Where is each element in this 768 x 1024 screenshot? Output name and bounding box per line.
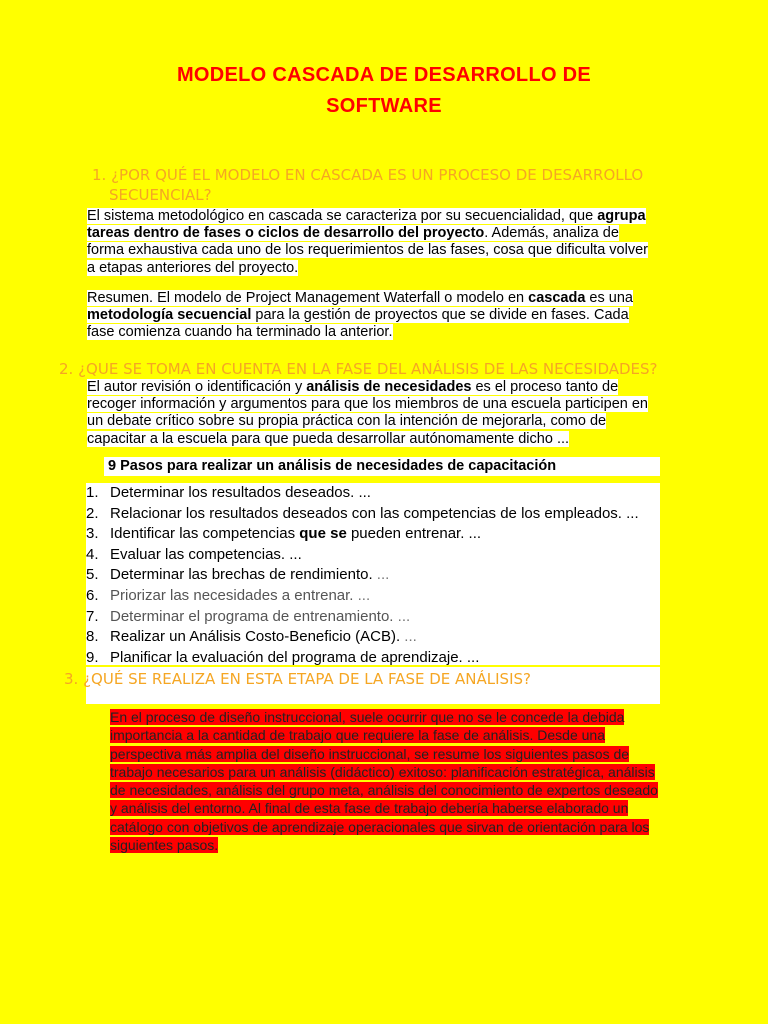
step-text: Determinar las brechas de rendimiento. [110, 566, 373, 584]
step-text: pueden entrenar. ... [346, 525, 482, 543]
question-1-line-1: 1. ¿POR QUÉ EL MODELO EN CASCADA ES UN PROCESO DE DESARROLLO [92, 166, 644, 184]
paragraph-1 [87, 208, 657, 277]
p4-text: En el proceso de diseño instruccional, suele ocurrir que no se le concede la debida importancia a la cantidad de trabajo que requiere la fase de análisis. Desde una perspectiva más amplia del diseño instruccional, se resume los siguientes pasos de trabajo necesarios para un análisis (didáctico) exitoso: planificación estratégica, análisis de necesidades, análisis del grupo meta, análisis del conocimiento de expertos deseado y análisis del entorno. Al final de esta fase de trabajo debería haberse elaborado un catálogo con objetivos de aprendizaje operacionales que sirvan de orientación para los siguientes pasos. [110, 709, 658, 854]
p1-text-a: El sistema metodológico en cascada se caracteriza por su secuencialidad, que [87, 208, 598, 224]
step-item [86, 545, 660, 566]
step-text: Priorizar las necesidades a entrenar. [110, 586, 354, 604]
p1-bold: agrupa tareas dentro de fases o ciclos de desarrollo del proyecto [87, 208, 646, 242]
step-text: Determinar los resultados deseados. ... [110, 484, 371, 501]
title-line-2: SOFTWARE [326, 95, 442, 117]
step-text: Identificar las competencias [110, 525, 300, 543]
steps-heading: 9 Pasos para realizar un análisis de necesidades de capacitación [108, 458, 557, 474]
step-ellipsis: ... [400, 628, 417, 646]
step-number: 5. [86, 566, 99, 584]
step-number: 6. [86, 586, 99, 604]
p3-bold: análisis de necesidades [306, 379, 472, 395]
step-item [86, 586, 660, 607]
p2-text-a: Resumen. El modelo de Project Management Waterfall o modelo en [87, 290, 529, 306]
p1-text-c: . Además, analiza de forma exhaustiva cada uno de los requerimientos de las fases, cosa que dificulta volver a etapas anteriores del proyecto. [87, 225, 648, 276]
paragraph-2 [87, 290, 657, 342]
step-item [86, 565, 660, 586]
step-number: 8. [86, 628, 99, 646]
step-text-bold: que se [299, 525, 347, 543]
step-ellipsis: ... [393, 607, 411, 625]
step-text: Determinar el programa de entrenamiento. [110, 607, 394, 625]
question-1-line-2: SECUENCIAL? [109, 186, 212, 204]
p2-text-c: es una [585, 290, 633, 306]
title-line-1: MODELO CASCADA DE DESARROLLO DE [176, 64, 592, 86]
step-number: 3. [86, 525, 99, 543]
step-ellipsis: ... [372, 566, 390, 584]
step-number: 1. [86, 484, 99, 501]
paragraph-4 [110, 708, 660, 854]
step-number: 2. [86, 504, 99, 522]
question-2-heading: 2. ¿QUE SE TOMA EN CUENTA EN LA FASE DEL ANÁLISIS DE LAS NECESIDADES? [59, 360, 658, 378]
p3-text-a: El autor revisión o identificación y [87, 379, 307, 395]
step-text: Evaluar las competencias. ... [110, 545, 302, 563]
p2-bold-metodologia: metodología secuencial [87, 307, 252, 324]
p3-text-c: es el proceso tanto de recoger información y argumentos para que los miembros de una escuela participen en un debate crítico sobre su propia práctica con la intención de mejorarla, como de capacitar a la escuela para que pueda desarrollar autónomamente dicho ... [87, 379, 648, 447]
step-item [86, 504, 660, 525]
step-number: 4. [86, 545, 99, 563]
step-item [86, 648, 660, 669]
step-item [86, 627, 660, 648]
step-item [86, 483, 660, 504]
step-number: 9. [86, 648, 99, 666]
p2-bold-cascada: cascada [528, 290, 586, 306]
step-ellipsis: ... [353, 586, 371, 604]
step-item [86, 524, 660, 545]
document-title [0, 60, 768, 122]
step-text: Planificar la evaluación del programa de aprendizaje. ... [110, 648, 480, 666]
step-text: Realizar un Análisis Costo-Beneficio (ACB). [110, 628, 401, 646]
paragraph-3 [87, 379, 657, 448]
step-number: 7. [86, 607, 99, 625]
steps-list [86, 483, 660, 668]
step-text: Relacionar los resultados deseados con las competencias de los empleados. ... [110, 504, 639, 522]
p2-text-e: para la gestión de proyectos que se divide en fases. Cada fase comienza cuando ha terminado la anterior. [87, 307, 629, 341]
question-1-heading [92, 165, 643, 205]
question-3-heading: 3. ¿QUÉ SE REALIZA EN ESTA ETAPA DE LA FASE DE ANÁLISIS? [64, 670, 531, 688]
step-item [86, 607, 660, 628]
